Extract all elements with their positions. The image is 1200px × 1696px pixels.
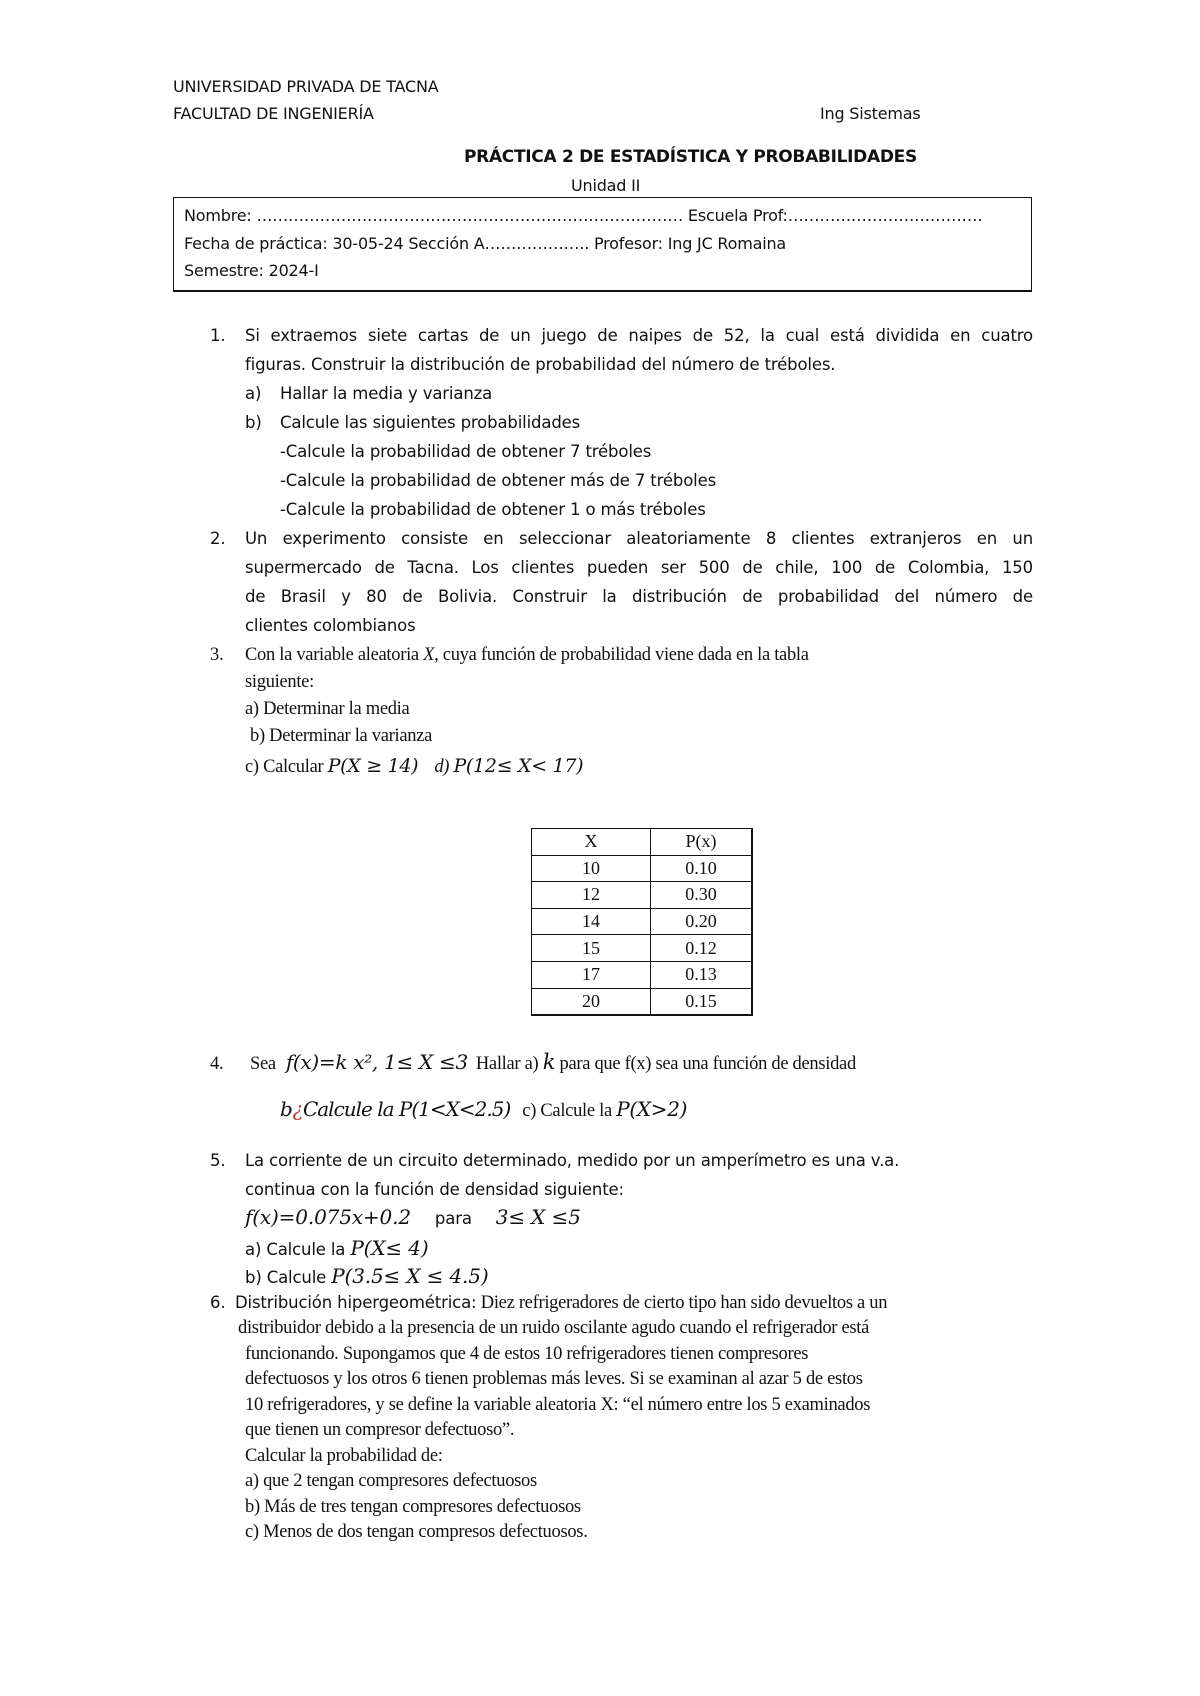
problem-4-hallar: Hallar a) [475, 1054, 539, 1074]
problem-6-line: distribuidor debido a la presencia de un ruido oscilante agudo cuando el refrigerador está [238, 1318, 870, 1338]
problem-3-line [245, 645, 809, 666]
problem-5-number: 5. [210, 1151, 226, 1170]
problem-4-line [250, 1050, 856, 1075]
problem-4b-mark: ¿ [292, 1097, 303, 1121]
problem-5b-expr: P(3.5≤ X ≤ 4.5) [331, 1264, 489, 1288]
semester-line: Semestre: 2024-I [184, 261, 319, 280]
problem-3a: a) Determinar la media [245, 699, 410, 719]
problem-5-range: 3≤ X ≤5 [495, 1205, 581, 1229]
problem-5a-expr: P(X≤ 4) [350, 1236, 429, 1260]
problem-2-line: de Brasil y 80 de Bolivia. Construir la distribución de probabilidad del número de [245, 587, 1033, 606]
problem-6c: c) Menos de dos tengan compresos defectuosos. [245, 1522, 588, 1542]
problem-1a-label: a) [245, 384, 262, 403]
problem-3-number: 3. [210, 645, 224, 665]
problem-5-function [245, 1205, 581, 1229]
problem-3d-label: d) [434, 757, 454, 777]
problem-6-lead: Distribución hipergeométrica: [235, 1293, 477, 1312]
problem-2-line: Un experimento consiste en seleccionar aleatoriamente 8 clientes extranjeros en un [245, 529, 1033, 548]
problem-3-text: Con la variable aleatoria [245, 645, 424, 665]
problem-3-text: , cuya función de probabilidad viene dada en la tabla [434, 645, 809, 665]
problem-3-line: siguiente: [245, 672, 314, 692]
problem-4b-expr: Calcule la P(1<X<2.5) [302, 1097, 511, 1121]
table-cell: 15 [532, 935, 651, 962]
table-cell: 10 [532, 855, 651, 882]
table-cell: 14 [532, 908, 651, 935]
problem-4b-label: b [280, 1097, 293, 1121]
problem-6-line: defectuosos y los otros 6 tienen problemas más leves. Si se examinan al azar 5 de estos [245, 1369, 863, 1389]
table-cell: 0.15 [651, 988, 753, 1015]
problem-5-line: continua con la función de densidad siguiente: [245, 1180, 624, 1199]
problem-3c-label: c) Calcular [245, 757, 328, 777]
problem-6-line: Calcular la probabilidad de: [245, 1446, 443, 1466]
table-cell: 0.20 [651, 908, 753, 935]
table-cell: 12 [532, 882, 651, 909]
problem-1-number: 1. [210, 326, 226, 345]
table-header-row [532, 829, 753, 856]
problem-2-line: clientes colombianos [245, 616, 416, 635]
problem-1a: Hallar la media y varianza [280, 384, 493, 403]
problem-6b: b) Más de tres tengan compresores defectuosos [245, 1497, 581, 1517]
problem-2-line: supermercado de Tacna. Los clientes pueden ser 500 de chile, 100 de Colombia, 150 [245, 558, 1033, 577]
problem-5a-label: a) Calcule la [245, 1240, 351, 1259]
problem-6a: a) que 2 tengan compresores defectuosos [245, 1471, 537, 1491]
faculty-name: FACULTAD DE INGENIERÍA [173, 104, 374, 123]
problem-6-line: que tienen un compresor defectuoso”. [245, 1420, 515, 1440]
table-cell: 0.13 [651, 961, 753, 988]
problem-3b: b) Determinar la varianza [250, 726, 433, 746]
problem-5b-label: b) Calcule [245, 1268, 332, 1287]
probability-table [531, 828, 753, 1016]
problem-5-para: para [434, 1209, 472, 1228]
table-cell: 17 [532, 961, 651, 988]
problem-4c-expr: P(X>2) [616, 1097, 688, 1121]
table-header-x: X [532, 829, 651, 856]
problem-1b-item: -Calcule la probabilidad de obtener 7 tréboles [280, 442, 652, 461]
table-row [532, 882, 753, 909]
table-header-px: P(x) [651, 829, 753, 856]
problem-4-number: 4. [210, 1054, 224, 1074]
problem-4c-label: c) Calcule la [522, 1101, 617, 1121]
problem-1b-label: b) [245, 413, 262, 432]
problem-2-number: 2. [210, 529, 226, 548]
problem-5a [245, 1236, 428, 1260]
density-function-expr: f(x)=0.075x+0.2 [245, 1205, 411, 1229]
problem-4-sea: Sea [250, 1054, 276, 1074]
problem-6-line [235, 1293, 887, 1314]
problem-1-line: Si extraemos siete cartas de un juego de naipes de 52, la cual está dividida en cuatro [245, 326, 1033, 345]
university-name: UNIVERSIDAD PRIVADA DE TACNA [173, 77, 439, 96]
problem-6-number: 6. [210, 1293, 226, 1312]
student-info-box [173, 197, 1032, 292]
problem-1b-item: -Calcule la probabilidad de obtener 1 o más tréboles [280, 500, 706, 519]
date-section-professor-line: Fecha de práctica: 30-05-24 Sección A……………….. Profesor: Ing JC Romaina [184, 234, 786, 253]
variable-x: X [423, 645, 435, 665]
program-name: Ing Sistemas [820, 104, 921, 123]
constant-k: k [542, 1050, 556, 1074]
table-row [532, 908, 753, 935]
table-cell: 0.30 [651, 882, 753, 909]
problem-3c [245, 755, 583, 778]
problem-1b: Calcule las siguientes probabilidades [280, 413, 581, 432]
table-cell: 0.10 [651, 855, 753, 882]
problem-6-line: 10 refrigeradores, y se define la variable aleatoria X: “el número entre los 5 examinados [245, 1395, 871, 1415]
problem-6-text: Diez refrigeradores de cierto tipo han sido devueltos a un [476, 1293, 888, 1313]
problem-6-line: funcionando. Supongamos que 4 de estos 10 refrigeradores tienen compresores [245, 1344, 809, 1364]
problem-5-line: La corriente de un circuito determinado, medido por un amperímetro es una v.a. [245, 1151, 900, 1170]
page-title: PRÁCTICA 2 DE ESTADÍSTICA Y PROBABILIDADES [464, 147, 917, 167]
table-cell: 0.12 [651, 935, 753, 962]
problem-5b [245, 1264, 489, 1288]
problem-4-line [280, 1097, 687, 1122]
table-cell: 20 [532, 988, 651, 1015]
table-row [532, 855, 753, 882]
unit-label: Unidad II [571, 176, 641, 195]
problem-3c-expr: P(X ≥ 14) [327, 755, 419, 777]
problem-1b-item: -Calcule la probabilidad de obtener más de 7 tréboles [280, 471, 717, 490]
name-school-line: Nombre: ……………………………………………………………………… Escuela Prof:………………………………. [184, 206, 983, 225]
problem-1-line: figuras. Construir la distribución de probabilidad del número de tréboles. [245, 355, 836, 374]
problem-4-para: para que f(x) sea una función de densidad [559, 1054, 856, 1074]
table-row [532, 988, 753, 1015]
table-row [532, 961, 753, 988]
problem-3d-expr: P(12≤ X< 17) [453, 755, 584, 777]
table-row [532, 935, 753, 962]
density-function-expr: f(x)=k x², 1≤ X ≤3 [285, 1050, 468, 1074]
